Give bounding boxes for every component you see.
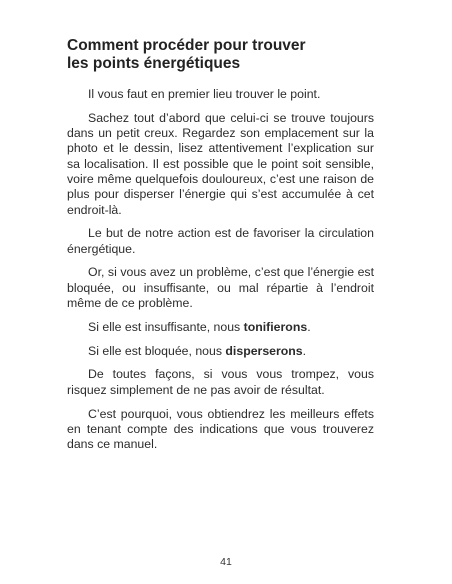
section-title [67,37,387,73]
insufficient-suffix: . [307,319,311,334]
paragraph-mistake: De toutes façons, si vous vous trompez, vous risquez simplement de ne pas avoir de résultat. [67,367,374,397]
paragraph-conclusion: C’est pourquoi, vous obtiendrez les meilleurs effets en tenant compte des indications que vous trouverez dans ce manuel. [67,406,374,452]
body-text [67,87,374,461]
page-number: 41 [220,556,232,568]
paragraph-find-point: Il vous faut en premier lieu trouver le point. [88,87,321,101]
section-title-line-2: les points énergétiques [67,55,241,72]
insufficient-prefix: Si elle est insuffisante, nous [88,319,244,334]
paragraph-insufficient [67,320,374,335]
blocked-suffix: . [302,343,307,358]
insufficient-emphasis: tonifierons [243,319,308,334]
paragraph-blocked [67,344,374,359]
paragraph-goal: Le but de notre action est de favoriser la circulation énergétique. [67,226,374,256]
blocked-prefix: Si elle est bloquée, nous [88,343,226,358]
blocked-emphasis: disperserons [225,343,303,358]
section-title-line-1: Comment procéder pour trouver [67,37,306,54]
paragraph-problem: Or, si vous avez un problème, c’est que l’énergie est bloquée, ou insuffisante, ou mal répartie à l’endroit même de ce problème. [67,265,374,311]
paragraph-location: Sachez tout d’abord que celui-ci se trouve toujours dans un petit creux. Regardez son emplacement sur la photo et le dessin, lisez attentivement l’explication sur sa localisation. Il est possible que le point soit sensible, voire même quelquefois douloureux, c’est une raison de plus pour disperser l’énergie qui s’est accumulée à cet endroit-là. [67,110,374,217]
